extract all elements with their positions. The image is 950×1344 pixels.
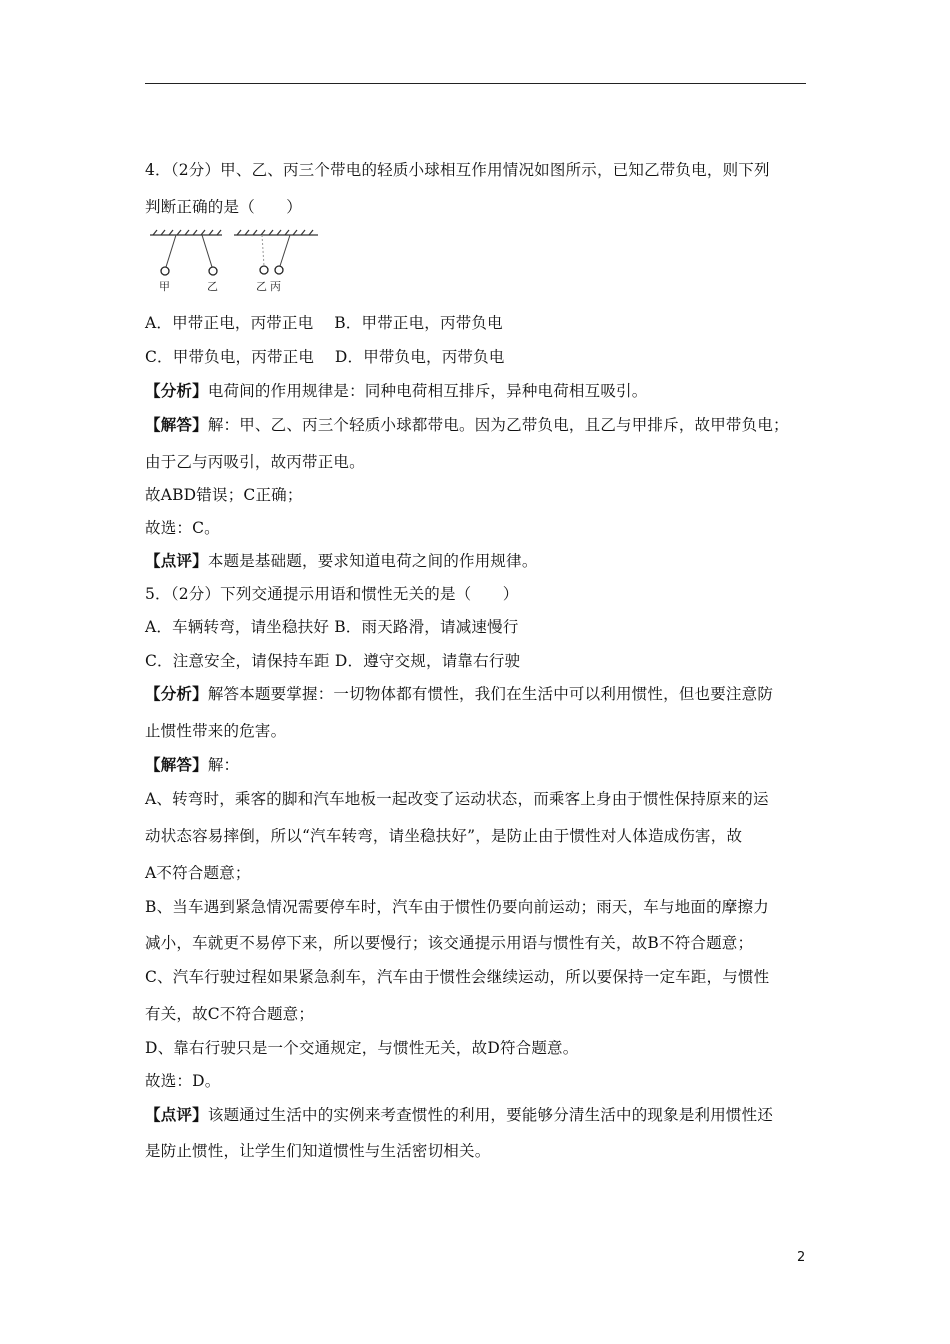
answer-head-text: 解： <box>207 756 240 774</box>
comment-text: 该题通过生活中的实例来考查惯性的利用，要能够分清生活中的现象是利用惯性还 <box>207 1106 774 1124</box>
q4-stem-line-1: 4．（2分）甲、乙、丙三个带电的轻质小球相互作用情况如图所示，已知乙带负电，则下列 <box>145 161 770 179</box>
q5-comment-line-2: 是防止惯性，让学生们知道惯性与生活密切相关。 <box>145 1142 491 1160</box>
analysis-text: 电荷间的作用规律是：同种电荷相互排斥，异种电荷相互吸引。 <box>207 382 648 400</box>
q5-answer-c-line-1: C、汽车行驶过程如果紧急刹车，汽车由于惯性会继续运动，所以要保持一定车距，与惯性 <box>145 968 770 986</box>
q4-comment <box>145 551 538 571</box>
label-jia: 甲 <box>159 280 170 293</box>
q5-options-line-1: A．车辆转弯，请坐稳扶好 B．雨天路滑，请减速慢行 <box>145 618 519 636</box>
comment-tag: 【点评】 <box>145 551 208 570</box>
analysis-tag: 【分析】 <box>145 381 208 400</box>
q5-answer-b-line-2: 减小，车就更不易停下来，所以要慢行；该交通提示用语与惯性有关，故B不符合题意； <box>145 934 754 952</box>
q5-answer-a-line-1: A、转弯时，乘客的脚和汽车地板一起改变了运动状态，而乘客上身由于惯性保持原来的运 <box>145 790 769 808</box>
q5-answer-a-line-3: A不符合题意； <box>145 864 251 882</box>
label-yi-left: 乙 <box>207 280 218 293</box>
comment-tag: 【点评】 <box>145 1105 208 1124</box>
q4-options-line-2: C．甲带负电，丙带正电 D．甲带负电，丙带负电 <box>145 348 505 366</box>
q5-answer-choice: 故选：D。 <box>145 1072 221 1090</box>
answer-tag: 【解答】 <box>145 415 208 434</box>
q4-options-line-1: A．甲带正电，丙带正电 B．甲带正电，丙带负电 <box>145 314 503 332</box>
q4-analysis <box>145 381 647 401</box>
q5-answer-head <box>145 755 239 775</box>
ball-jia <box>161 267 169 275</box>
q4-answer-line-2: 由于乙与丙吸引，故丙带正电。 <box>145 453 365 471</box>
q5-answer-b-line-1: B、当车遇到紧急情况需要停车时，汽车由于惯性仍要向前运动；雨天，车与地面的摩擦力 <box>145 898 769 916</box>
q5-comment-line-1 <box>145 1105 773 1125</box>
ball-yi-left <box>209 267 217 275</box>
q5-answer-a-line-2: 动状态容易摔倒，所以“汽车转弯，请坐稳扶好”，是防止由于惯性对人体造成伤害，故 <box>145 827 743 845</box>
q4-answer-line-1 <box>145 415 789 435</box>
thread-jia <box>166 235 176 267</box>
label-yi-right: 乙 <box>256 280 267 293</box>
answer-text: 解：甲、乙、丙三个轻质小球都带电。因为乙带负电，且乙与甲排斥，故甲带负电； <box>207 416 789 434</box>
analysis-tag: 【分析】 <box>145 684 208 703</box>
q5-analysis-line-2: 止惯性带来的危害。 <box>145 722 287 740</box>
ball-yi-right <box>260 266 268 274</box>
comment-text: 本题是基础题，要求知道电荷之间的作用规律。 <box>207 552 538 570</box>
answer-tag: 【解答】 <box>145 755 208 774</box>
q5-analysis-line-1 <box>145 684 773 704</box>
q5-options-line-2: C．注意安全，请保持车距 D．遵守交规，请靠右行驶 <box>145 652 521 670</box>
thread-yi-right <box>262 235 264 266</box>
right-ceiling <box>234 230 318 235</box>
analysis-text: 解答本题要掌握：一切物体都有惯性，我们在生活中可以利用惯性，但也要注意防 <box>207 685 774 703</box>
thread-yi-left <box>202 235 212 267</box>
left-ceiling <box>150 230 222 235</box>
page-number: 2 <box>797 1250 806 1265</box>
ball-bing <box>275 266 283 274</box>
q5-answer-c-line-2: 有关，故C不符合题意； <box>145 1005 315 1023</box>
q5-answer-d: D、靠右行驶只是一个交通规定，与惯性无关，故D符合题意。 <box>145 1039 579 1057</box>
q4-figure-charged-balls <box>150 226 320 296</box>
label-bing: 丙 <box>270 280 281 293</box>
q5-stem: 5．（2分）下列交通提示用语和惯性无关的是（ ） <box>145 585 519 603</box>
q4-answer-choice: 故选：C。 <box>145 519 220 537</box>
header-rule <box>145 83 806 84</box>
thread-bing <box>280 235 290 266</box>
q4-stem-line-2: 判断正确的是（ ） <box>145 198 303 216</box>
q4-answer-line-3: 故ABD错误；C正确； <box>145 486 303 504</box>
